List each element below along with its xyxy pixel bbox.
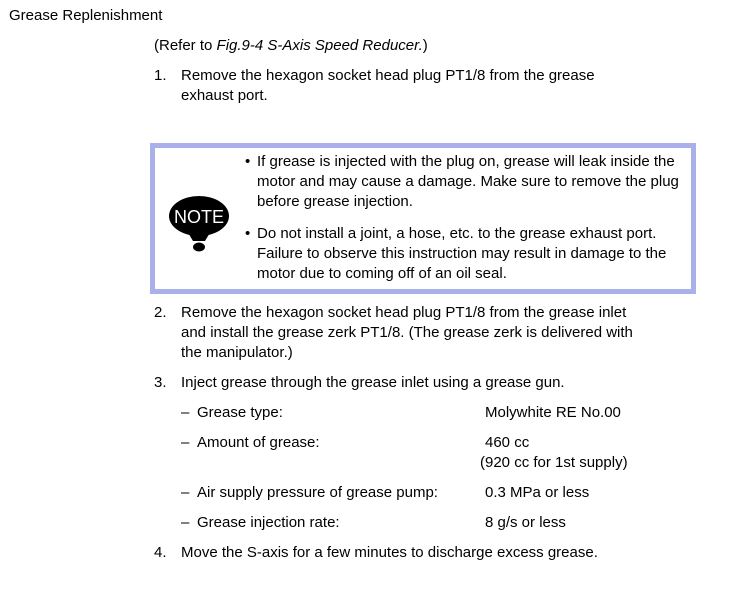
- step-1-number: 1.: [154, 67, 167, 84]
- spec-value: 0.3 MPa or less: [485, 484, 590, 501]
- spec-label-text: Amount of grease:: [197, 434, 320, 451]
- reference-suffix: ): [422, 37, 428, 54]
- step-3-number: 3.: [154, 374, 167, 391]
- note-bullet-text: If grease is injected with the plug on, grease will leak inside the motor and may cause a damage. Make sure to remove the plug before grease injection.: [257, 153, 679, 210]
- dash-marker: –: [181, 484, 190, 501]
- step-1-line-1: Remove the hexagon socket head plug PT1/8 from the grease: [181, 67, 595, 84]
- step-4-number: 4.: [154, 544, 167, 561]
- reference-prefix: (Refer to: [154, 37, 217, 54]
- dash-marker: –: [181, 434, 190, 451]
- bullet-marker: •: [245, 225, 251, 242]
- section-heading: Grease Replenishment: [9, 7, 163, 24]
- step-2-number: 2.: [154, 304, 167, 321]
- step-4-line-1: Move the S-axis for a few minutes to discharge excess grease.: [181, 544, 598, 561]
- note-box: [150, 143, 696, 294]
- note-icon-label: NOTE: [173, 207, 225, 227]
- spec-value-extra: (920 cc for 1st supply): [480, 454, 628, 471]
- note-bullets: [245, 152, 685, 296]
- note-bullet-text: Do not install a joint, a hose, etc. to the grease exhaust port. Failure to observe this instruction may result in damage to the motor due to coming off of an oil seal.: [257, 225, 667, 282]
- dash-marker: –: [181, 514, 190, 531]
- spec-label: [181, 433, 320, 453]
- spec-label: [181, 483, 438, 503]
- note-icon: [165, 193, 233, 253]
- spec-value: 460 cc: [485, 434, 530, 451]
- bullet-marker: •: [245, 153, 251, 170]
- spec-value: Molywhite RE No.00: [485, 404, 621, 421]
- step-2-line-3: the manipulator.): [181, 344, 293, 361]
- spec-label-text: Air supply pressure of grease pump:: [197, 484, 438, 501]
- figure-reference-title: Fig.9-4 S-Axis Speed Reducer.: [216, 37, 423, 54]
- spec-value: 8 g/s or less: [485, 514, 566, 531]
- spec-label-text: Grease type:: [197, 404, 283, 421]
- step-2-line-2: and install the grease zerk PT1/8. (The grease zerk is delivered with: [181, 324, 633, 341]
- spec-label-text: Grease injection rate:: [197, 514, 340, 531]
- note-bullet-2: [245, 224, 685, 284]
- spec-label: [181, 513, 340, 533]
- figure-reference: [154, 36, 428, 56]
- step-2-line-1: Remove the hexagon socket head plug PT1/8 from the grease inlet: [181, 304, 627, 321]
- note-bullet-1: [245, 152, 685, 212]
- step-3-line-1: Inject grease through the grease inlet using a grease gun.: [181, 374, 565, 391]
- dash-marker: –: [181, 404, 190, 421]
- spec-label: [181, 403, 283, 423]
- step-1-line-2: exhaust port.: [181, 87, 268, 104]
